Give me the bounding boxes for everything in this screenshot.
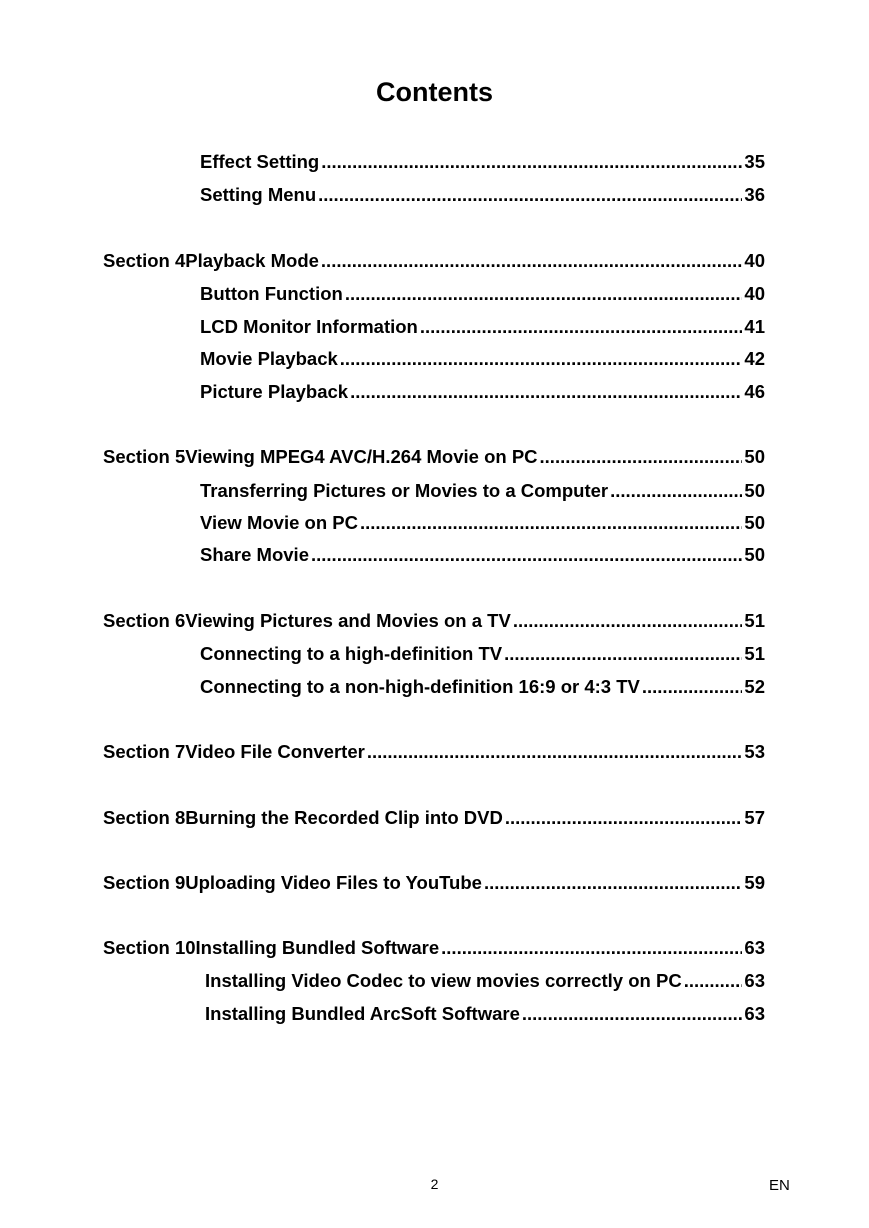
toc-entry (205, 968, 765, 994)
toc-entry (103, 248, 765, 274)
toc-entry (200, 542, 765, 568)
toc-leader-dots (350, 379, 742, 405)
toc-entry-title: Burning the Recorded Clip into DVD (185, 807, 503, 828)
toc-entry-title: Viewing Pictures and Movies on a TV (185, 610, 511, 631)
toc-leader-dots (367, 739, 743, 765)
toc-entry-title: Connecting to a non-high-definition 16:9 or 4:3 TV (200, 676, 640, 697)
toc-entry-title: Button Function (200, 283, 343, 304)
toc-entry-title: Uploading Video Files to YouTube (185, 872, 482, 893)
toc-leader-dots (360, 510, 742, 536)
toc-entry-title: Setting Menu (200, 184, 317, 205)
toc-entry-title: Connecting to a high-definition TV (200, 643, 503, 664)
toc-page-number: 35 (744, 151, 765, 172)
toc-entry (103, 805, 765, 831)
toc-entry-title: Video File Converter (185, 741, 365, 762)
toc-entry (103, 444, 765, 470)
toc-page-number: 36 (744, 184, 765, 205)
toc-page-number: 63 (744, 1003, 765, 1024)
toc-entry (103, 608, 765, 634)
toc-page-number: 50 (744, 480, 765, 501)
toc-page-number: 63 (744, 970, 765, 991)
toc-entry (200, 478, 765, 504)
toc-entry (200, 281, 765, 307)
toc-entry-title: Playback Mode (185, 250, 319, 271)
toc-leader-dots (318, 182, 742, 208)
toc-entry (103, 935, 765, 961)
toc-section-label: Section 9 (103, 872, 186, 893)
toc-page-number: 50 (744, 544, 765, 565)
toc-entry-title: Movie Playback (200, 348, 338, 369)
toc-section-label: Section 10 (103, 937, 196, 958)
toc-entry-title: Installing Bundled Software (195, 937, 440, 958)
toc-section-label: Section 4 (103, 250, 186, 271)
toc-leader-dots (642, 674, 743, 700)
toc-entry (200, 641, 765, 667)
toc-leader-dots (484, 870, 742, 896)
toc-section-label: Section 5 (103, 446, 186, 467)
toc-entry-title: Installing Bundled ArcSoft Software (205, 1003, 520, 1024)
toc-entry (103, 870, 765, 896)
toc-page-number: 53 (744, 741, 765, 762)
toc-page-number: 40 (744, 283, 765, 304)
page-number: 2 (430, 1176, 439, 1192)
toc-page-number: 57 (744, 807, 765, 828)
toc-entry-title: Viewing MPEG4 AVC/H.264 Movie on PC (185, 446, 538, 467)
toc-leader-dots (321, 149, 742, 175)
toc-leader-dots (504, 641, 742, 667)
toc-page-number: 41 (744, 316, 765, 337)
toc-entry (200, 346, 765, 372)
toc-page-number: 50 (744, 446, 765, 467)
toc-page-number: 63 (744, 937, 765, 958)
toc-section-label: Section 7 (103, 741, 186, 762)
toc-leader-dots (345, 281, 743, 307)
toc-leader-dots (684, 968, 743, 994)
toc-entry (103, 739, 765, 765)
toc-page-number: 46 (744, 381, 765, 402)
toc-page-number: 59 (744, 872, 765, 893)
toc-entry-title: Effect Setting (200, 151, 320, 172)
toc-entry (205, 1001, 765, 1027)
toc-page-number: 42 (744, 348, 765, 369)
toc-leader-dots (311, 542, 742, 568)
toc-entry (200, 182, 765, 208)
toc-entry (200, 314, 765, 340)
toc-leader-dots (340, 346, 743, 372)
language-code: EN (769, 1177, 790, 1194)
toc-page-number: 51 (744, 610, 765, 631)
toc-leader-dots (540, 444, 743, 470)
toc-entry (200, 674, 765, 700)
toc-entry (200, 149, 765, 175)
toc-entry-title: Installing Video Codec to view movies correctly on PC (205, 970, 682, 991)
toc-section-label: Section 8 (103, 807, 186, 828)
toc-page-number: 51 (744, 643, 765, 664)
toc-entry-title: Transferring Pictures or Movies to a Computer (200, 480, 609, 501)
toc-leader-dots (610, 478, 742, 504)
toc-page-number: 50 (744, 512, 765, 533)
toc-entry (200, 379, 765, 405)
toc-entry-title: Share Movie (200, 544, 309, 565)
toc-leader-dots (505, 805, 743, 831)
toc-page-number: 52 (744, 676, 765, 697)
toc-entry (200, 510, 765, 536)
toc-leader-dots (513, 608, 743, 634)
toc-page-number: 40 (744, 250, 765, 271)
toc-leader-dots (321, 248, 743, 274)
toc-section-label: Section 6 (103, 610, 186, 631)
toc-leader-dots (420, 314, 743, 340)
toc-leader-dots (522, 1001, 743, 1027)
toc-entry-title: Picture Playback (200, 381, 349, 402)
toc-entry-title: LCD Monitor Information (200, 316, 418, 337)
toc-entry-title: View Movie on PC (200, 512, 358, 533)
page-title: Contents (376, 77, 493, 107)
toc-leader-dots (441, 935, 742, 961)
